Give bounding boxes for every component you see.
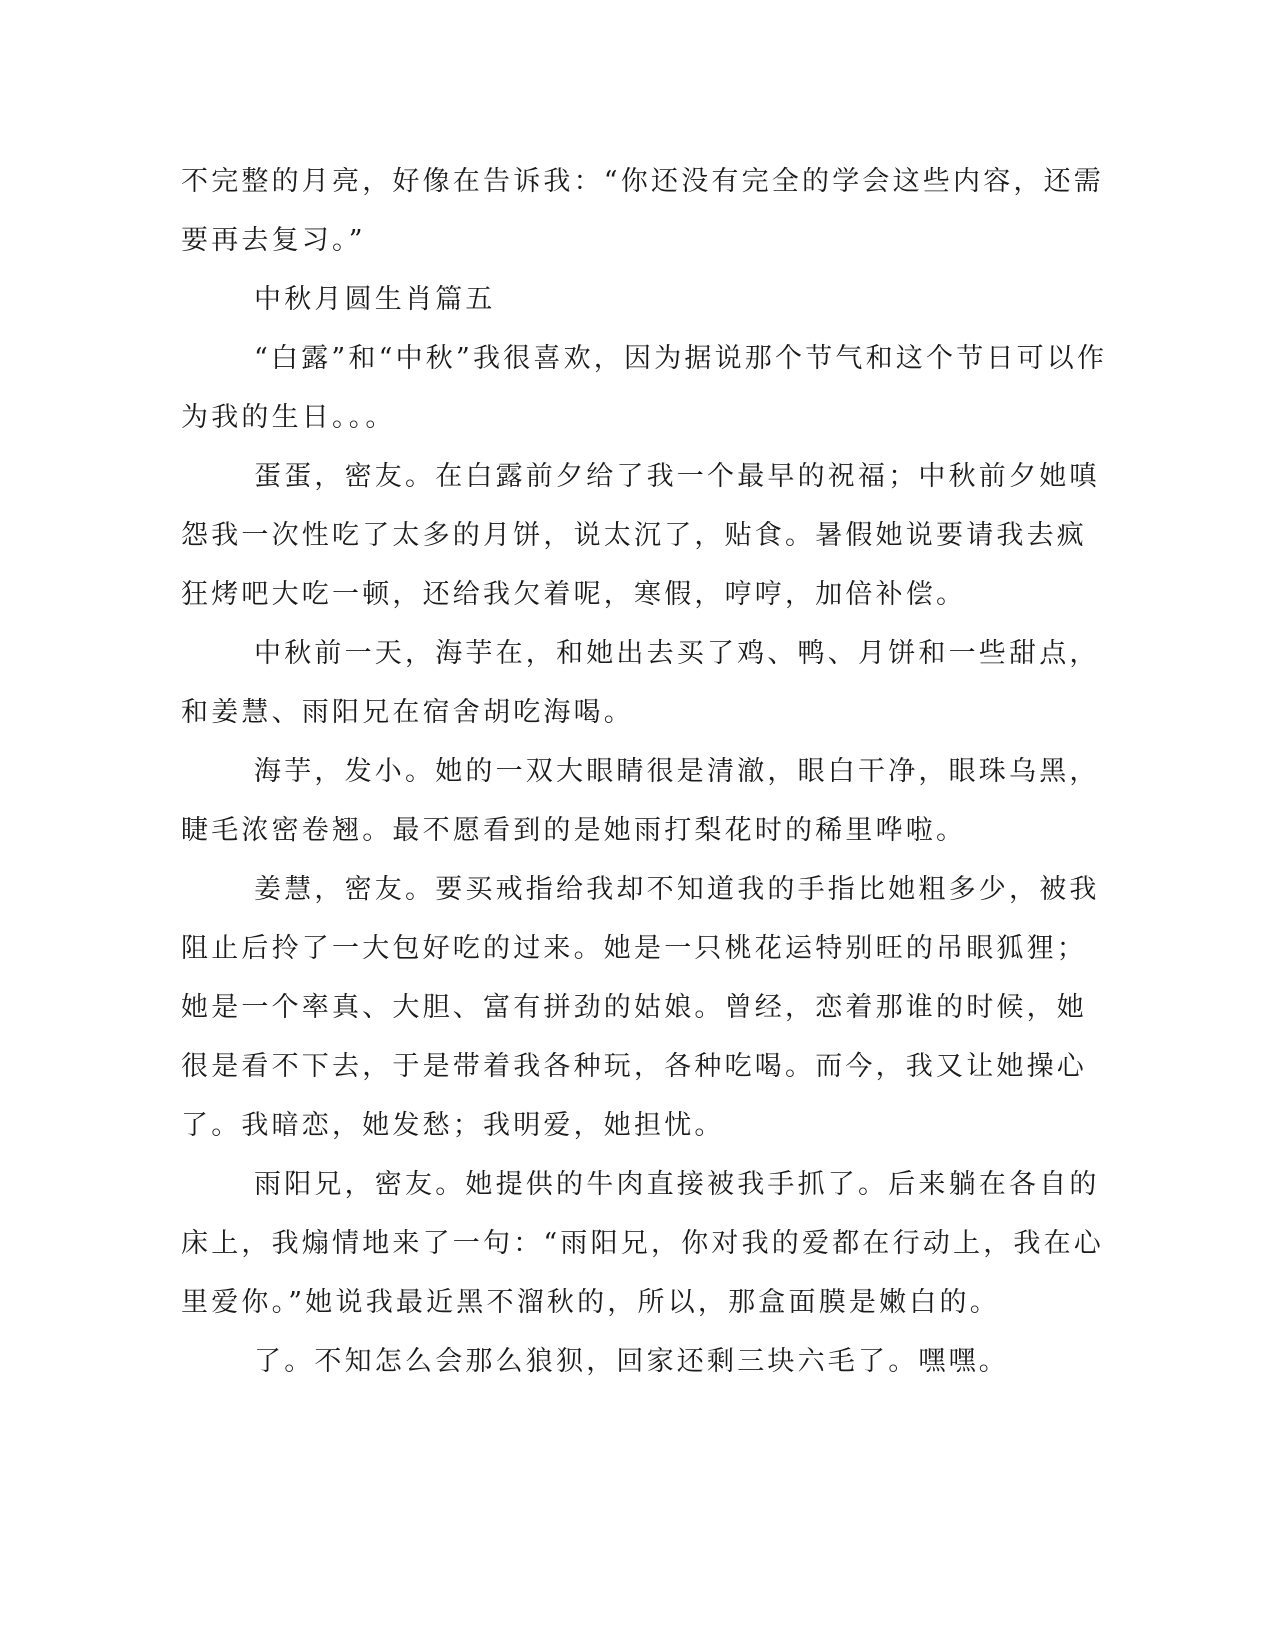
text-line: 狂烤吧大吃一顿，还给我欠着呢，寒假，哼哼，加倍补偿。 <box>181 579 967 610</box>
text-line: “白露”和“中秋”我很喜欢，因为据说那个节气和这个节日可以作 <box>254 343 1108 374</box>
text-line: 和姜慧、雨阳兄在宿舍胡吃海喝。 <box>181 697 634 728</box>
text-line: 她是一个率真、大胆、富有拼劲的姑娘。曾经，恋着那谁的时候，她 <box>181 992 1087 1023</box>
document-body <box>181 152 1108 1391</box>
text-line: 很是看不下去，于是带着我各种玩，各种吃喝。而今，我又让她操心 <box>181 1051 1087 1082</box>
text-line: 蛋蛋，密友。在白露前夕给了我一个最早的祝福；中秋前夕她嗔 <box>254 461 1100 492</box>
section-heading: 中秋月圆生肖篇五 <box>254 284 496 315</box>
text-line: 睫毛浓密卷翘。最不愿看到的是她雨打梨花时的稀里哗啦。 <box>181 815 967 846</box>
text-line: 了。我暗恋，她发愁；我明爱，她担忧。 <box>181 1110 725 1141</box>
text-line: 为我的生日。。。 <box>181 402 396 433</box>
text-line: 雨阳兄，密友。她提供的牛肉直接被我手抓了。后来躺在各自的 <box>254 1169 1100 1200</box>
text-line: 里爱你。”她说我最近黑不溜秋的，所以，那盒面膜是嫩白的。 <box>181 1287 1000 1318</box>
text-line: 了。不知怎么会那么狼狈，回家还剩三块六毛了。嘿嘿。 <box>254 1346 1009 1377</box>
text-line: 要再去复习。” <box>181 225 366 256</box>
text-line: 姜慧，密友。要买戒指给我却不知道我的手指比她粗多少，被我 <box>254 874 1100 905</box>
text-line: 海芋，发小。她的一双大眼睛很是清澈，眼白干净，眼珠乌黑， <box>254 756 1100 787</box>
text-line: 阻止后拎了一大包好吃的过来。她是一只桃花运特别旺的吊眼狐狸； <box>181 933 1087 964</box>
text-line: 床上，我煽情地来了一句：“雨阳兄，你对我的爱都在行动上，我在心 <box>181 1228 1105 1259</box>
text-line: 中秋前一天，海芋在，和她出去买了鸡、鸭、月饼和一些甜点， <box>254 638 1100 669</box>
text-line: 怨我一次性吃了太多的月饼，说太沉了，贴食。暑假她说要请我去疯 <box>181 520 1087 551</box>
text-line: 不完整的月亮，好像在告诉我：“你还没有完全的学会这些内容，还需 <box>181 166 1105 197</box>
